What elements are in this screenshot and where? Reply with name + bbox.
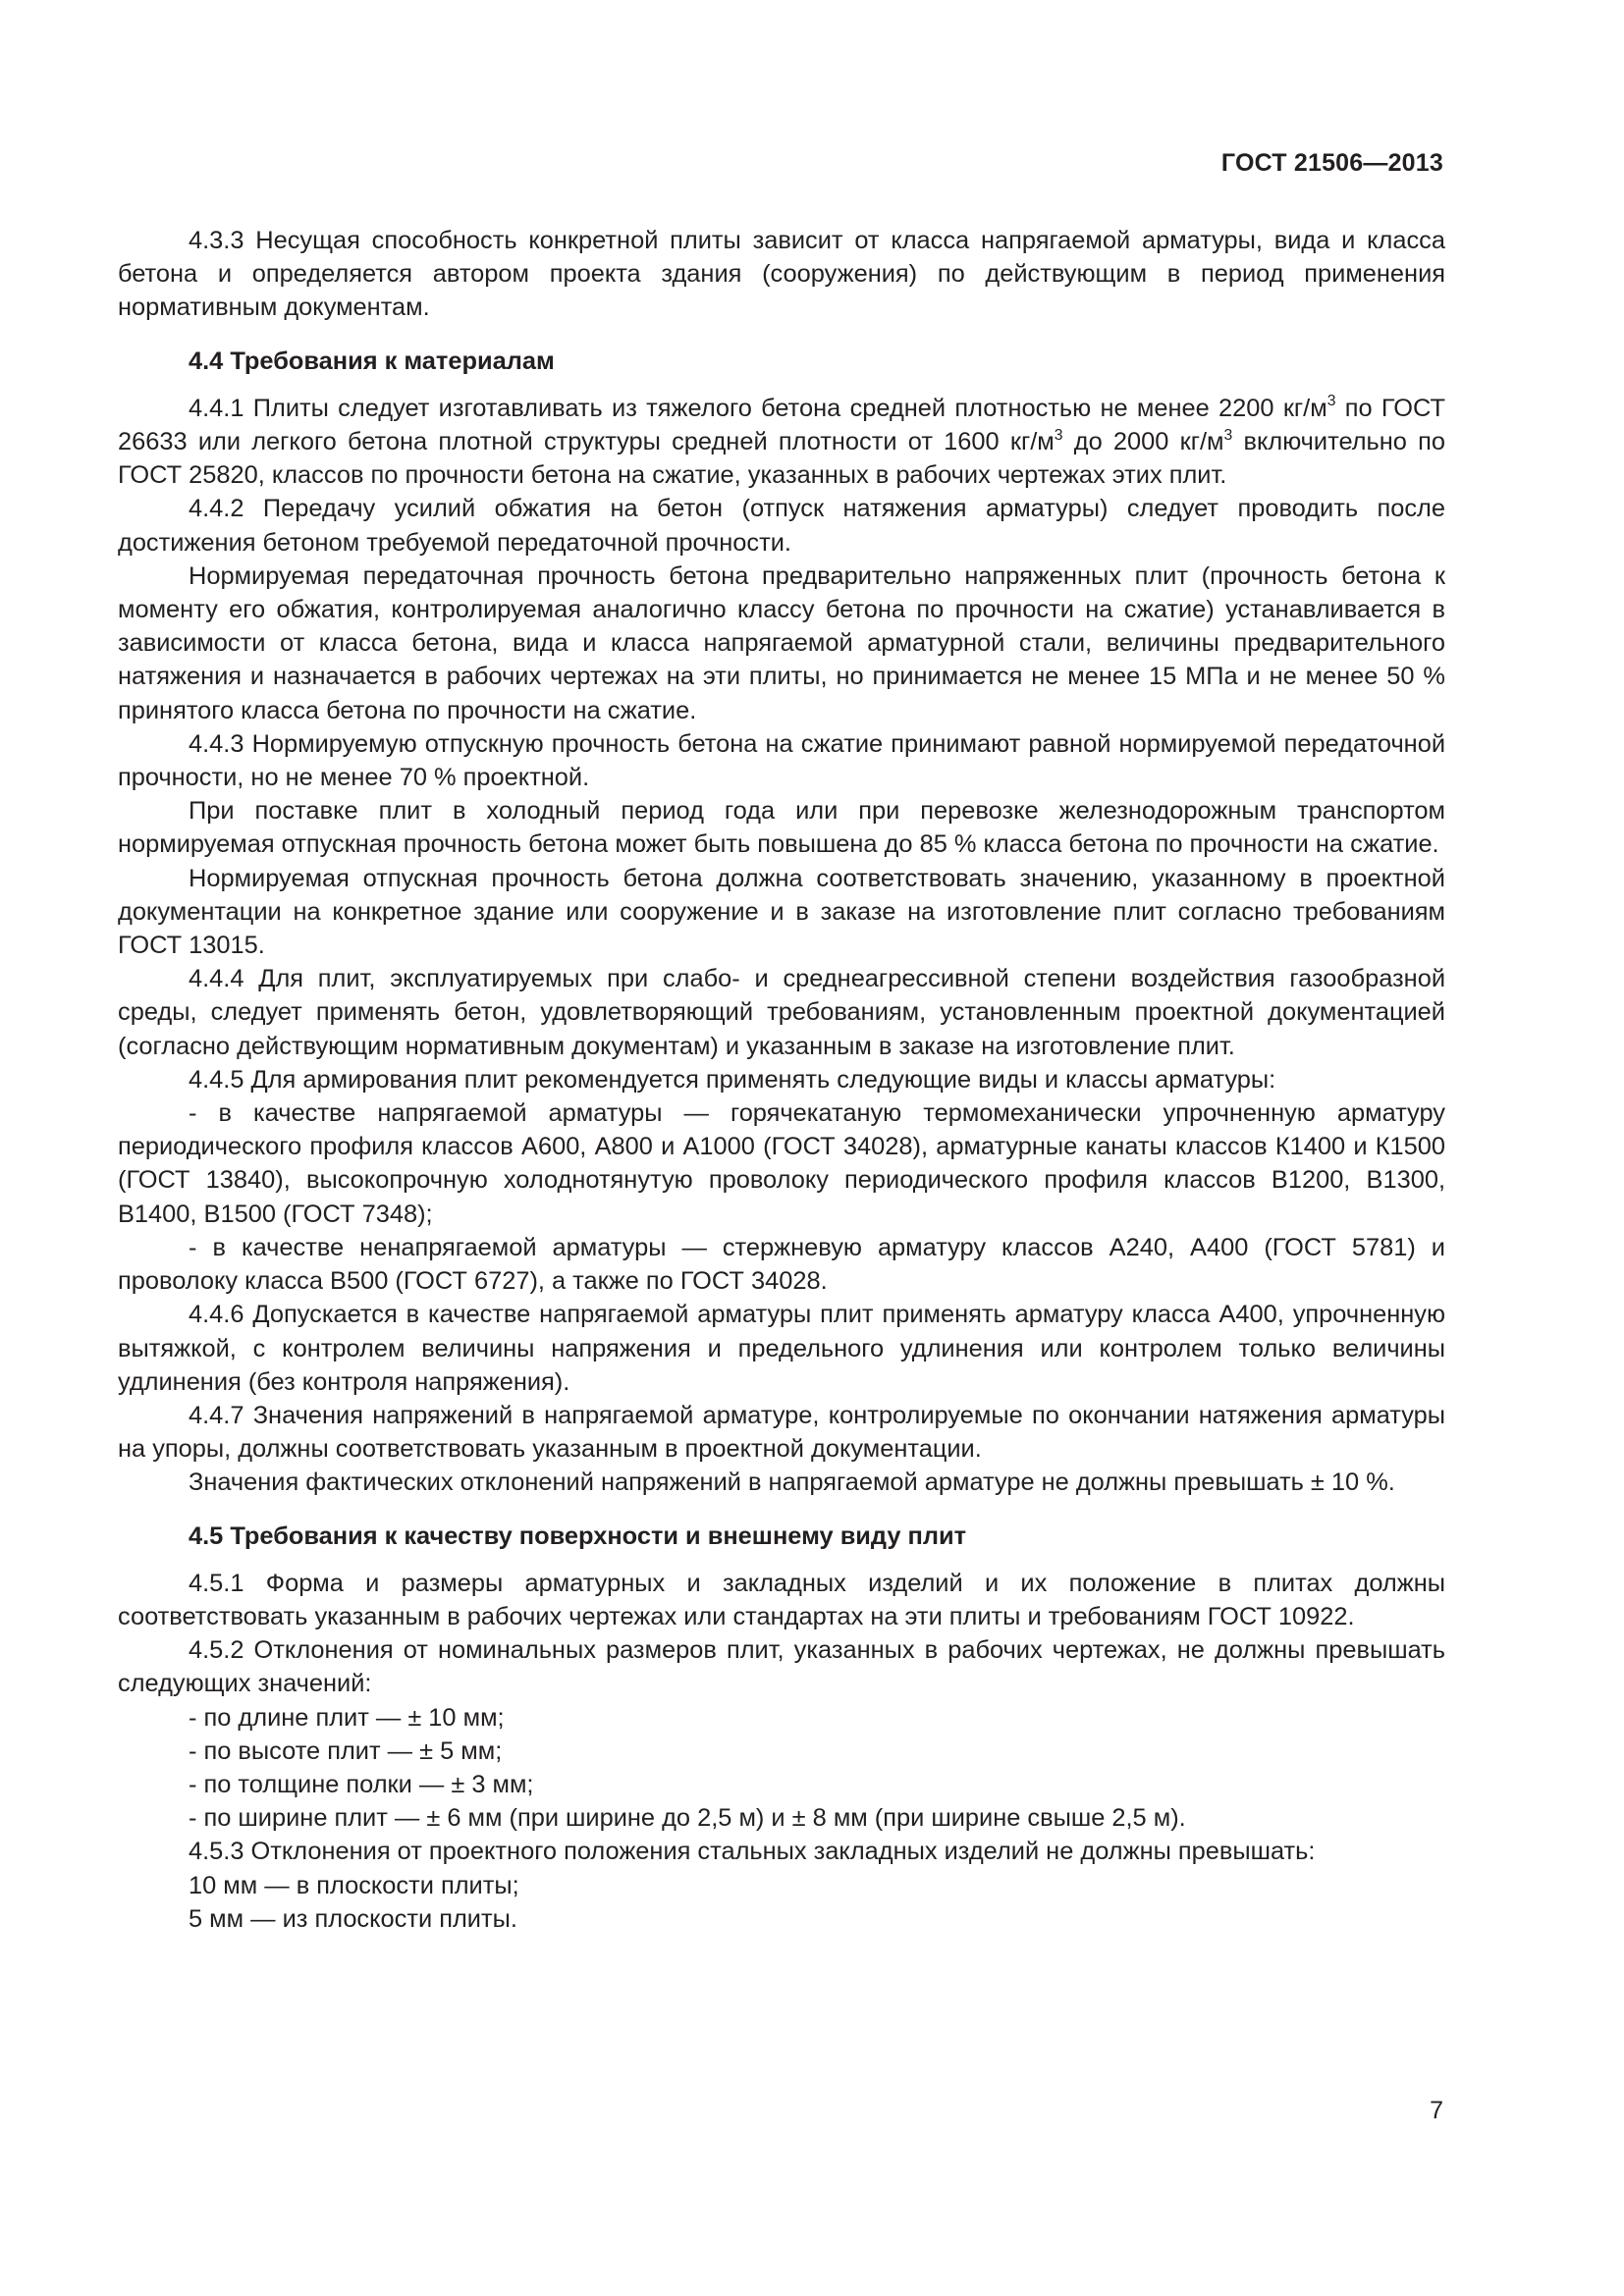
paragraph-4-4-1 <box>118 392 1445 493</box>
paragraph-4-4-2-b: Нормируемая передаточная прочность бетона предварительно напряженных плит (прочность бетона к моменту его обжатия, контролируемая аналогично классу бетона по прочности на сжатие) устанавливается в зависимости от класса бетона, вида и класса напрягаемой арматурной стали, величины предварительного натяжения и назначается в рабочих чертежах на эти плиты, но принимается не менее 15 МПа и не менее 50 % принятого класса бетона по прочности на сжатие. <box>118 561 1445 724</box>
page-number: 7 <box>1430 2097 1443 2124</box>
paragraph-4-4-1-part-c: до 2000 кг/м <box>1062 428 1224 456</box>
paragraph-4-4-3-c: Нормируемая отпускная прочность бетона должна соответствовать значению, указанному в проектной документации на конкретное здание или сооружение и в заказе на изготовление плит согласно требованиям ГОСТ 13015. <box>118 864 1445 960</box>
paragraph-4-4-7: 4.4.7 Значения напряжений в напрягаемой арматуре, контролируемые по окончании натяжения арматуры на упоры, должны соответствовать указанным в проектной документации. <box>118 1401 1445 1464</box>
paragraph-4-4-5-b: - в качестве напрягаемой арматуры — горячекатаную термомеханически упрочненную арматуру периодического профиля классов А600, А800 и А1000 (ГОСТ 34028), арматурные канаты классов К1400 и К1500 (ГОСТ 13840), высокопрочную холоднотянутую проволоку периодического профиля классов В1200, В1300, В1400, В1500 (ГОСТ 7348); <box>118 1099 1445 1228</box>
list-item: - по длине плит — ± 10 мм; <box>189 1703 505 1732</box>
paragraph-4-4-2: 4.4.2 Передачу усилий обжатия на бетон (отпуск натяжения арматуры) следует проводить после достижения бетоном требуемой передаточной прочности. <box>118 495 1445 557</box>
paragraph-4-4-1-part-d: включительно по ГОСТ 25820, классов по прочности бетона на сжатие, указанных в рабочих чертежах этих плит. <box>118 428 1445 490</box>
list-item: - по ширине плит — ± 6 мм (при ширине до 2,5 м) и ± 8 мм (при ширине свыше 2,5 м). <box>189 1804 1186 1833</box>
document-body <box>118 224 1445 1936</box>
paragraph-4-4-5: 4.4.5 Для армирования плит рекомендуется применять следующие виды и классы арматуры: <box>189 1065 1276 1094</box>
list-item: - по высоте плит — ± 5 мм; <box>189 1736 503 1765</box>
list-item: - по толщине полки — ± 3 мм; <box>189 1770 534 1798</box>
paragraph-4-4-6: 4.4.6 Допускается в качестве напрягаемой арматуры плит применять арматуру класса А400, упрочненную вытяжкой, с контролем величины напряжения и предельного удлинения или контролем только величины удлинения (без контроля напряжения). <box>118 1301 1445 1396</box>
paragraph-4-4-3-b: При поставке плит в холодный период года или при перевозке железнодорожным транспортом нормируемая отпускная прочность бетона может быть повышена до 85 % класса бетона по прочности на сжатие. <box>118 797 1445 859</box>
paragraph-4-4-3: 4.4.3 Нормируемую отпускную прочность бетона на сжатие принимают равной нормируемой передаточной прочности, но не менее 70 % проектной. <box>118 729 1445 792</box>
list-item: 5 мм — из плоскости плиты. <box>189 1904 517 1933</box>
superscript-3: 3 <box>1326 393 1336 410</box>
paragraph-4-5-3: 4.5.3 Отклонения от проектного положения стальных закладных изделий не должны превышать: <box>189 1838 1316 1866</box>
paragraph-4-3-3: 4.3.3 Несущая способность конкретной плиты зависит от класса напрягаемой арматуры, вида и класса бетона и определяется автором проекта здания (сооружения) по действующим в период применения нормативным документам. <box>118 227 1445 322</box>
paragraph-4-4-1-part-a: 4.4.1 Плиты следует изготавливать из тяжелого бетона средней плотностью не менее 2200 кг/м <box>189 394 1327 422</box>
section-heading-4-4: 4.4 Требования к материалам <box>189 347 555 375</box>
paragraph-4-4-4: 4.4.4 Для плит, эксплуатируемых при слабо- и среднеагрессивной степени воздействия газообразной среды, следует применять бетон, удовлетворяющий требованиям, установленным проектной документацией (согласно действующим нормативным документам) и указанным в заказе на изготовление плит. <box>118 965 1445 1060</box>
paragraph-4-4-1-part-b: по ГОСТ 26633 или легкого бетона плотной структуры средней плотности от 1600 кг/м <box>118 394 1445 456</box>
list-item: 10 мм — в плоскости плиты; <box>189 1871 519 1899</box>
paragraph-4-5-1: 4.5.1 Форма и размеры арматурных и закладных изделий и их положение в плитах должны соответствовать указанным в рабочих чертежах или стандартах на эти плиты и требованиям ГОСТ 10922. <box>118 1569 1445 1630</box>
document-header: ГОСТ 21506—2013 <box>1220 149 1443 177</box>
paragraph-4-5-2: 4.5.2 Отклонения от номинальных размеров плит, указанных в рабочих чертежах, не должны превышать следующих значений: <box>118 1636 1445 1698</box>
superscript-3: 3 <box>1054 426 1063 444</box>
paragraph-4-4-7-b: Значения фактических отклонений напряжений в напрягаемой арматуре не должны превышать ± 10 %. <box>189 1468 1395 1497</box>
paragraph-4-4-5-c: - в качестве ненапрягаемой арматуры — стержневую арматуру классов А240, А400 (ГОСТ 5781) и проволоку класса В500 (ГОСТ 6727), а также по ГОСТ 34028. <box>118 1233 1445 1296</box>
superscript-3: 3 <box>1223 426 1233 444</box>
section-heading-4-5: 4.5 Требования к качеству поверхности и внешнему виду плит <box>189 1522 967 1550</box>
